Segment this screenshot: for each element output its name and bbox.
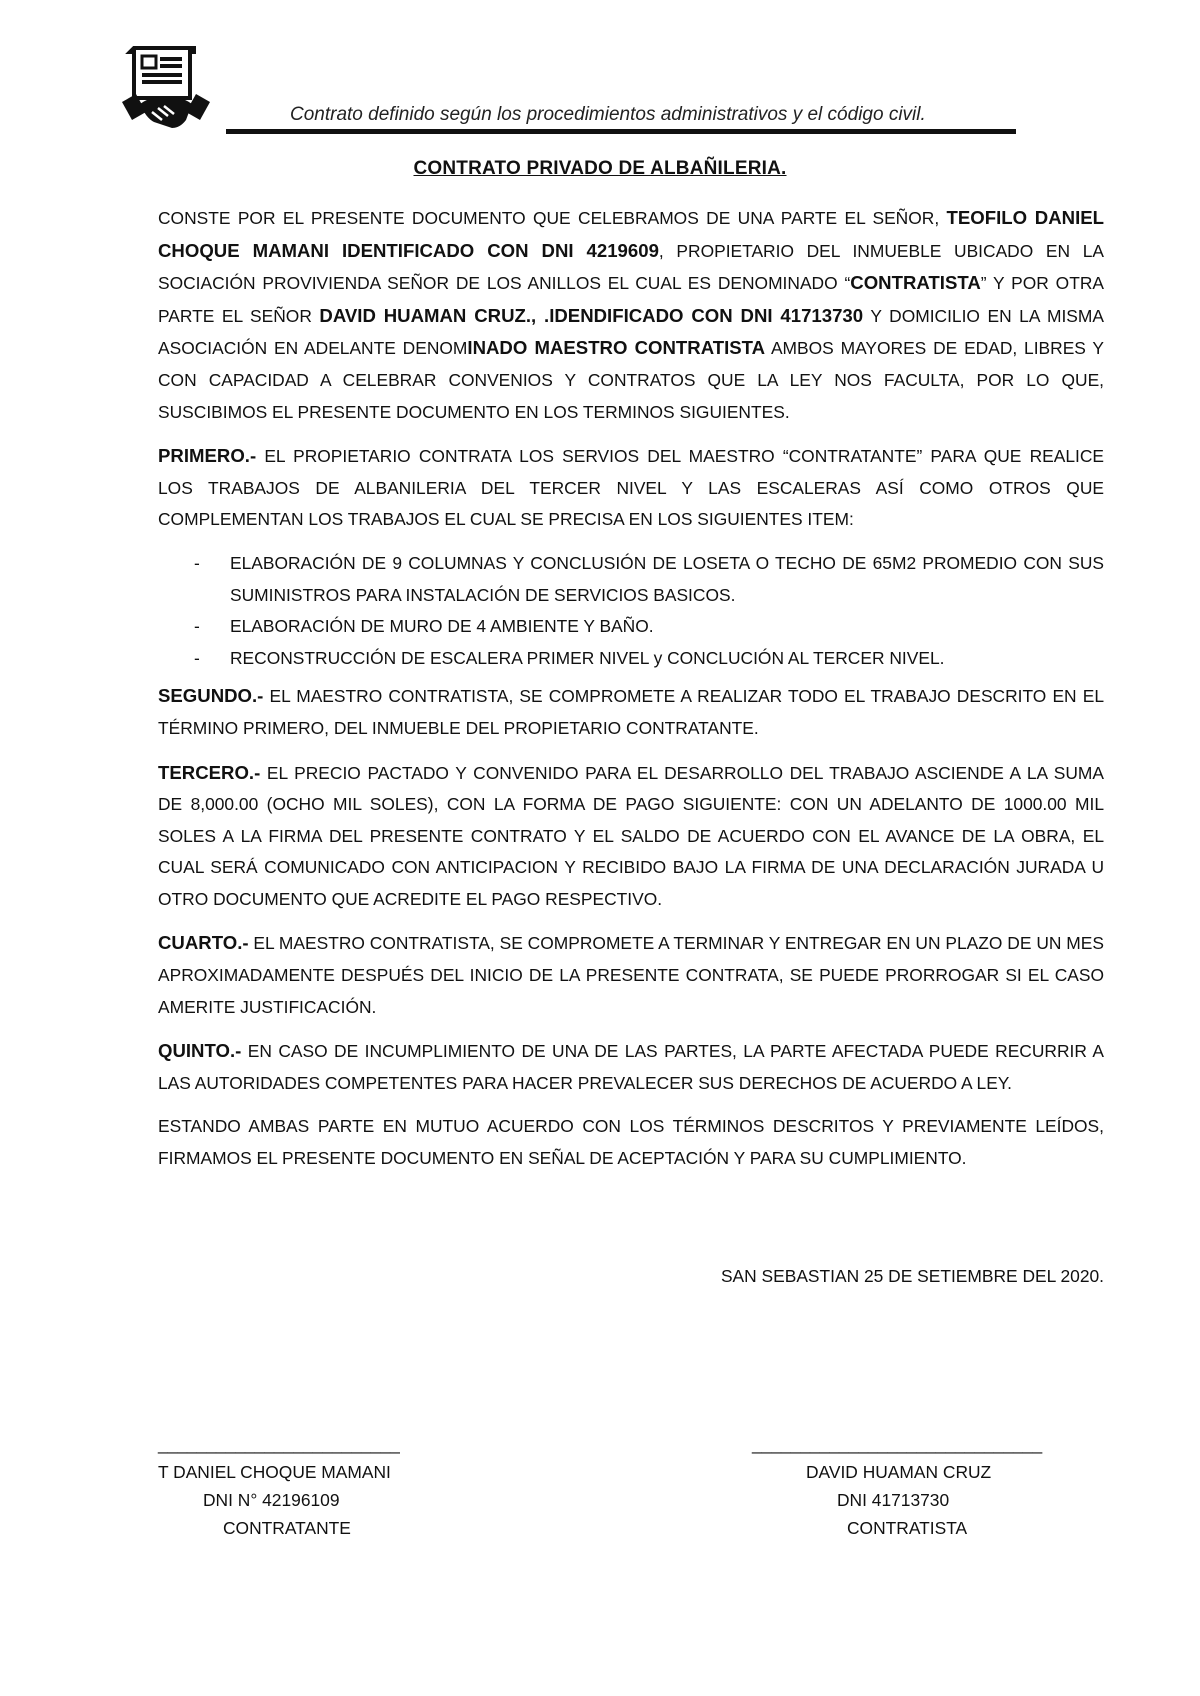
clause-text: EN CASO DE INCUMPLIMIENTO DE UNA DE LAS PARTES, LA PARTE AFECTADA PUEDE RECURRIR A LAS AUTORIDADES COMPETENTES PARA HACER PREVALECER SUS DERECHOS DE ACUERDO A LEY. bbox=[158, 1041, 1104, 1093]
intro-maestro-label: INADO MAESTRO CONTRATISTA bbox=[467, 337, 766, 359]
intro-contratista-label: CONTRATISTA bbox=[850, 272, 981, 294]
list-item-text: ELABORACIÓN DE 9 COLUMNAS Y CONCLUSIÓN DE LOSETA O TECHO DE 65M2 PROMEDIO CON SUS SUMINISTROS PARA INSTALACIÓN DE SERVICIOS BASICOS. bbox=[230, 552, 1104, 605]
signer-name: DAVID HUAMAN CRUZ bbox=[806, 1462, 992, 1482]
clause-quinto bbox=[158, 1035, 1104, 1099]
signer-dni: DNI N° 42196109 bbox=[203, 1490, 340, 1510]
header-divider bbox=[226, 129, 1016, 134]
clause-primero bbox=[158, 440, 1104, 536]
clause-label: TERCERO.- bbox=[158, 761, 261, 783]
intro-text-5: AMBOS MAYORES DE EDAD, LIBRES Y CON CAPACIDAD A CELEBRAR CONVENIOS Y CONTRATOS QUE LA LEY NOS FACULTA, POR LO QUE, SUSCIBIMOS EL PRESENTE DOCUMENTO EN LOS TERMINOS SIGUIENTES. bbox=[158, 338, 1104, 422]
clause-cuarto bbox=[158, 927, 1104, 1023]
bullet-dash: - bbox=[194, 552, 200, 573]
intro-text-4: Y DOMICILIO EN LA MISMA ASOCIACIÓN EN ADELANTE DENOM bbox=[158, 305, 1104, 359]
list-item bbox=[158, 643, 1104, 675]
signature-line: ______________________________ bbox=[752, 1434, 1043, 1454]
clause-label: PRIMERO.- bbox=[158, 445, 257, 467]
intro-text-2: , PROPIETARIO DEL INMUEBLE UBICADO EN LA SOCIACIÓN PROVIVIENDA SEÑOR DE LOS ANILLOS EL CUAL ES DENOMINADO “ bbox=[158, 240, 1104, 294]
list-item bbox=[158, 548, 1104, 611]
contract-handshake-icon bbox=[118, 42, 214, 138]
work-items-list bbox=[158, 548, 1104, 674]
clause-segundo bbox=[158, 680, 1104, 744]
document-body bbox=[158, 202, 1104, 1187]
clause-label: SEGUNDO.- bbox=[158, 685, 264, 707]
bullet-dash: - bbox=[194, 616, 200, 637]
list-item-text: ELABORACIÓN DE MURO DE 4 AMBIENTE Y BAÑO. bbox=[230, 616, 654, 637]
clause-text: EL MAESTRO CONTRATISTA, SE COMPROMETE A TERMINAR Y ENTREGAR EN UN PLAZO DE UN MES APROXIMADAMENTE DESPUÉS DEL INICIO DE LA PRESENTE CONTRATA, SE PUEDE PRORROGAR SI EL CASO AMERITE JUSTIFICACIÓN. bbox=[158, 933, 1104, 1017]
clause-tercero bbox=[158, 757, 1104, 916]
clause-label: CUARTO.- bbox=[158, 932, 249, 954]
intro-text-1: CONSTE POR EL PRESENTE DOCUMENTO QUE CELEBRAMOS DE UNA PARTE EL SEÑOR, bbox=[158, 208, 947, 228]
bullet-dash: - bbox=[194, 647, 200, 668]
signature-block-contratista bbox=[752, 1430, 1042, 1542]
intro-owner-name: TEOFILO DANIEL CHOQUE MAMANI IDENTIFICADO CON DNI 4219609 bbox=[158, 207, 1104, 261]
clause-text: EL PRECIO PACTADO Y CONVENIDO PARA EL DESARROLLO DEL TRABAJO ASCIENDE A LA SUMA DE 8,000.00 (OCHO MIL SOLES), CON LA FORMA DE PAGO SIGUIENTE: CON UN ADELANTO DE 1000.00 MIL SOLES A LA FIRMA DEL PRESENTE CONTRATO Y EL SALDO DE ACUERDO CON EL AVANCE DE LA OBRA, EL CUAL SERÁ COMUNICADO CON ANTICIPACION Y RECIBIDO BAJO LA FIRMA DE UNA DECLARACIÓN JURADA U OTRO DOCUMENTO QUE ACREDITE EL PAGO RESPECTIVO. bbox=[158, 762, 1104, 909]
intro-paragraph bbox=[158, 202, 1104, 428]
signature-line: _________________________ bbox=[158, 1434, 400, 1454]
closing-paragraph: ESTANDO AMBAS PARTE EN MUTUO ACUERDO CON LOS TÉRMINOS DESCRITOS Y PREVIAMENTE LEÍDOS, FIRMAMOS EL PRESENTE DOCUMENTO EN SEÑAL DE ACEPTACIÓN Y PARA SU CUMPLIMIENTO. bbox=[158, 1116, 1104, 1169]
signer-name: T DANIEL CHOQUE MAMANI bbox=[158, 1462, 391, 1482]
signer-role: CONTRATISTA bbox=[847, 1518, 968, 1538]
clause-text: EL MAESTRO CONTRATISTA, SE COMPROMETE A REALIZAR TODO EL TRABAJO DESCRITO EN EL TÉRMINO PRIMERO, DEL INMUEBLE DEL PROPIETARIO CONTRATANTE. bbox=[158, 686, 1104, 738]
intro-contractor-name: DAVID HUAMAN CRUZ., .IDENDIFICADO CON DNI 41713730 bbox=[319, 304, 864, 326]
list-item bbox=[158, 611, 1104, 643]
list-item-text: RECONSTRUCCIÓN DE ESCALERA PRIMER NIVEL y CONCLUCIÓN AL TERCER NIVEL. bbox=[230, 647, 945, 668]
signer-role: CONTRATANTE bbox=[223, 1518, 351, 1538]
header-subtitle: Contrato definido según los procedimientos administrativos y el código civil. bbox=[290, 104, 926, 125]
clause-text: EL PROPIETARIO CONTRATA LOS SERVIOS DEL MAESTRO “CONTRATANTE” PARA QUE REALICE LOS TRABAJOS DE ALBANILERIA DEL TERCER NIVEL Y LAS ESCALERAS ASÍ COMO OTROS QUE COMPLEMENTAN LOS TRABAJOS EL CUAL SE PRECISA EN LOS SIGUIENTES ITEM: bbox=[158, 446, 1104, 530]
signature-block-contratante bbox=[158, 1430, 400, 1542]
intro-text-3: ” Y POR OTRA PARTE EL SEÑOR bbox=[158, 273, 1104, 326]
document-title: CONTRATO PRIVADO DE ALBAÑILERIA. bbox=[413, 158, 787, 179]
document-date: SAN SEBASTIAN 25 DE SETIEMBRE DEL 2020. bbox=[720, 1266, 1104, 1286]
signer-dni: DNI 41713730 bbox=[837, 1490, 950, 1510]
clause-label: QUINTO.- bbox=[158, 1040, 242, 1062]
